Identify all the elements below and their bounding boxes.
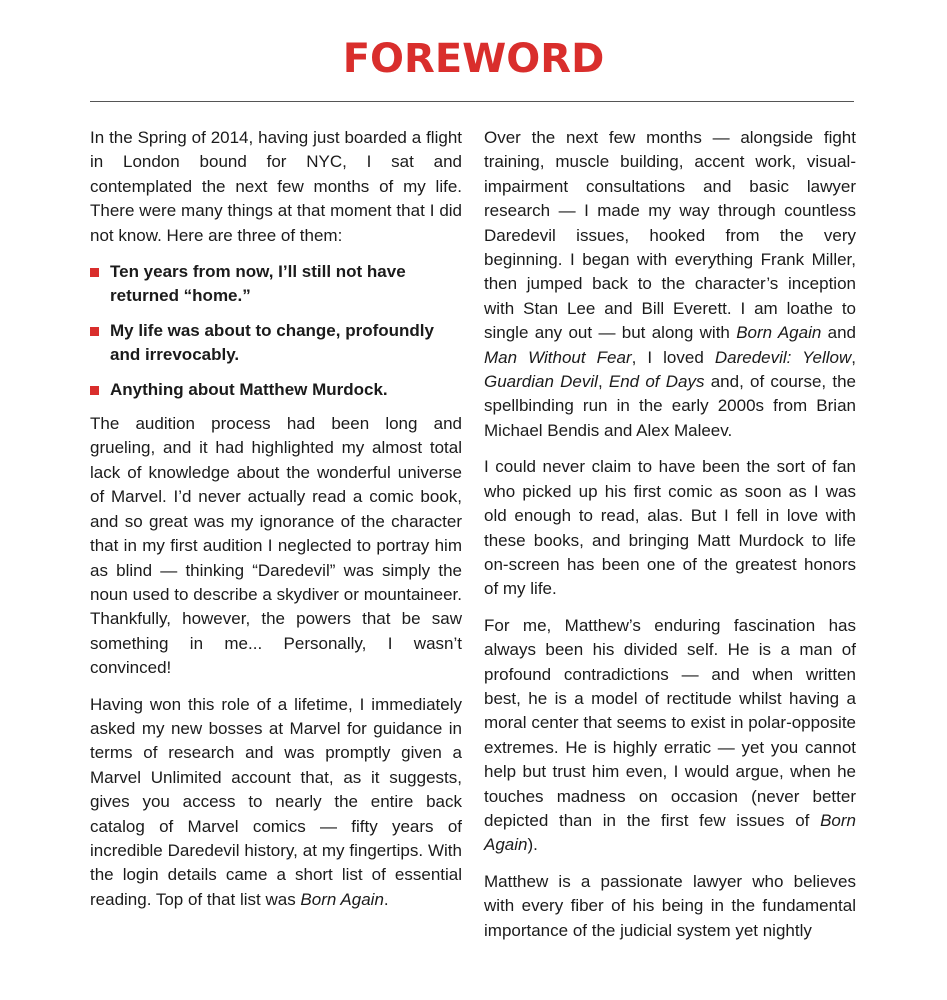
bullet-item <box>90 319 462 368</box>
italic-title: Born Again <box>736 323 822 343</box>
italic-title: Born Again <box>300 889 384 909</box>
red-square-bullet-icon <box>90 268 99 277</box>
lawyer-paragraph: Matthew is a passionate lawyer who believes with every fiber of his being in the fundamental importance of the judicial system yet nightly <box>484 871 856 940</box>
title-divider <box>90 101 854 102</box>
text-run: and, of course, the spellbinding run in the early 2000s from Brian Michael Bendis and Alex Maleev. <box>484 372 856 440</box>
text-run: Having won this role of a lifetime, I immediately asked my new bosses at Marvel for guidance in terms of research and was promptly given a Marvel Unlimited account that, as it suggests, gives you access to nearly the entire back catalog of Marvel comics — fifty years of incredible Daredevil history, at my fingertips. With the login details came a short list of essential reading. Top of that list was <box>90 694 462 909</box>
text-run: ). <box>527 835 538 855</box>
audition-paragraph: The audition process had been long and grueling, and it had highlighted my almost total lack of knowledge about the wonderful universe of Marvel. I’d never actually read a comic book, and so great was my ignorance of the character that in my first audition I neglected to portray him as blind — thinking “Daredevil” was simply the noun used to describe a skydiver or mountaineer. Thankfully, however, the powers that be saw something in me... Personally, I wasn’t convinced! <box>90 414 462 678</box>
italic-title: Man Without Fear <box>484 347 632 367</box>
divided-self-paragraph <box>484 614 856 858</box>
italic-title: Guardian Devil <box>484 372 598 392</box>
text-run: , <box>851 347 856 367</box>
red-square-bullet-icon <box>90 327 99 336</box>
italic-title: Daredevil: Yellow <box>714 347 852 367</box>
italic-title: Born Again <box>484 810 856 855</box>
fan-paragraph: I could never claim to have been the sort of fan who picked up his first comic as soon as I was old enough to read, alas. But I fell in love with these books, and bringing Matt Murdock to life on-screen has been one of the greatest honors of my life. <box>484 457 856 599</box>
italic-title: End of Days <box>608 372 705 392</box>
left-column <box>90 126 462 912</box>
bullet-item <box>90 378 462 402</box>
bullet-item <box>90 260 462 309</box>
research-paragraph <box>90 693 462 913</box>
bullet-text: Ten years from now, I’ll still not have returned “home.” <box>110 262 406 306</box>
bullet-list <box>90 260 462 402</box>
red-square-bullet-icon <box>90 386 99 395</box>
text-run: For me, Matthew’s enduring fascination has always been his divided self. He is a man of profound contradictions — and when written best, he is a model of rectitude whilst having a moral center that seems to exist in polar-opposite extremes. He is highly erratic — yet you cannot help but trust him even, I would argue, when he touches madness on occasion (never better depicted than in the first few issues of <box>484 615 856 830</box>
text-run: , <box>597 372 609 392</box>
page-title: FOREWORD <box>342 36 605 82</box>
text-run: . <box>383 889 389 909</box>
reading-paragraph <box>484 126 856 443</box>
text-run: Over the next few months — alongside fight training, muscle building, accent work, visual-impairment consultations and basic lawyer research — I made my way through countless Daredevil issues, hooked from the very beginning. I began with everything Frank Miller, then jumped back to the character’s inception with Stan Lee and Bill Everett. I am loathe to single any out — but along with <box>484 128 856 343</box>
right-column <box>484 126 856 943</box>
text-run: and <box>821 323 857 343</box>
bullet-text: Anything about Matthew Murdock. <box>110 379 388 399</box>
bullet-text: My life was about to change, profoundly and irrevocably. <box>110 320 434 365</box>
text-run: , I loved <box>631 347 715 367</box>
intro-paragraph: In the Spring of 2014, having just boarded a flight in London bound for NYC, I sat and contemplated the next few months of my life. There were many things at that moment that I did not know. Here are three of them: <box>90 128 462 245</box>
